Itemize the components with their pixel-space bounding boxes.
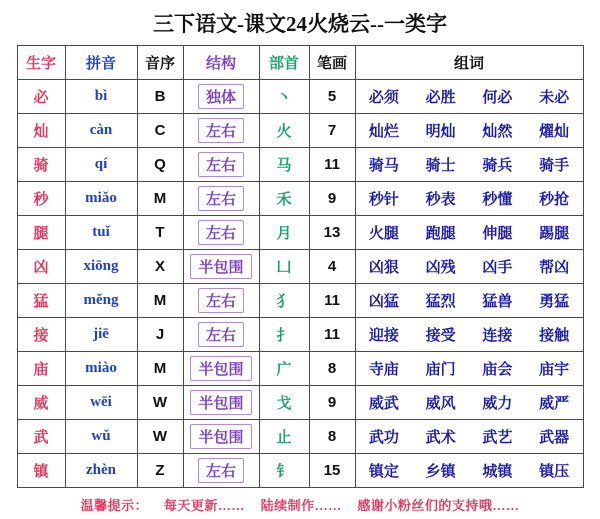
cell-shengzi: 威 bbox=[17, 386, 65, 420]
cell-yinxu: W bbox=[137, 386, 183, 420]
zuci-item: 必须 bbox=[368, 90, 399, 106]
zuci-item: 勇猛 bbox=[539, 294, 570, 310]
cell-yinxu: T bbox=[137, 216, 183, 250]
cell-shengzi: 灿 bbox=[17, 114, 65, 148]
cell-pinyin: miǎo bbox=[65, 182, 137, 216]
zuci-item: 庙宇 bbox=[539, 362, 570, 378]
zuci-list bbox=[356, 154, 583, 175]
cell-bushou: 戈 bbox=[259, 386, 309, 420]
column-header-bushou: 部首 bbox=[259, 46, 309, 80]
cell-jiegou bbox=[183, 386, 259, 420]
footer-item-0: 每天更新…… bbox=[163, 498, 245, 513]
zuci-item: 武功 bbox=[368, 430, 399, 446]
column-header-zuci: 组词 bbox=[355, 46, 583, 80]
column-header-shengzi: 生字 bbox=[17, 46, 65, 80]
jiegou-badge: 独体 bbox=[198, 84, 244, 109]
table-row bbox=[17, 318, 583, 352]
cell-yinxu: X bbox=[137, 250, 183, 284]
zuci-item: 威武 bbox=[368, 396, 399, 412]
footer-note bbox=[0, 495, 600, 514]
zuci-item: 秒抢 bbox=[539, 192, 570, 208]
cell-jiegou bbox=[183, 114, 259, 148]
cell-jiegou bbox=[183, 80, 259, 114]
cell-yinxu: M bbox=[137, 182, 183, 216]
table-row bbox=[17, 420, 583, 454]
cell-shengzi: 庙 bbox=[17, 352, 65, 386]
cell-bihua: 8 bbox=[309, 352, 355, 386]
table-row bbox=[17, 352, 583, 386]
zuci-item: 未必 bbox=[539, 90, 570, 106]
cell-bushou: 凵 bbox=[259, 250, 309, 284]
zuci-item: 明灿 bbox=[425, 124, 456, 140]
zuci-list bbox=[356, 256, 583, 277]
zuci-item: 帮凶 bbox=[539, 260, 570, 276]
zuci-item: 必胜 bbox=[425, 90, 456, 106]
zuci-item: 镇定 bbox=[368, 464, 399, 480]
cell-shengzi: 凶 bbox=[17, 250, 65, 284]
cell-pinyin: wǔ bbox=[65, 420, 137, 454]
zuci-item: 秒针 bbox=[368, 192, 399, 208]
cell-zuci bbox=[355, 250, 583, 284]
jiegou-badge: 左右 bbox=[198, 152, 244, 177]
column-header-yinxu: 音序 bbox=[137, 46, 183, 80]
zuci-item: 庙会 bbox=[482, 362, 513, 378]
zuci-list bbox=[356, 358, 583, 379]
cell-yinxu: M bbox=[137, 284, 183, 318]
cell-yinxu: C bbox=[137, 114, 183, 148]
cell-pinyin: wēi bbox=[65, 386, 137, 420]
zuci-item: 燿灿 bbox=[539, 124, 570, 140]
cell-shengzi: 武 bbox=[17, 420, 65, 454]
zuci-item: 武器 bbox=[539, 430, 570, 446]
cell-jiegou bbox=[183, 182, 259, 216]
cell-zuci bbox=[355, 80, 583, 114]
zuci-list bbox=[356, 426, 583, 447]
jiegou-badge: 左右 bbox=[198, 118, 244, 143]
zuci-item: 庙门 bbox=[425, 362, 456, 378]
zuci-list bbox=[356, 188, 583, 209]
zuci-item: 城镇 bbox=[482, 464, 513, 480]
cell-zuci bbox=[355, 420, 583, 454]
zuci-item: 骑兵 bbox=[482, 158, 513, 174]
jiegou-badge: 左右 bbox=[198, 322, 244, 347]
zuci-list bbox=[356, 460, 583, 481]
table-row bbox=[17, 148, 583, 182]
cell-yinxu: J bbox=[137, 318, 183, 352]
cell-zuci bbox=[355, 148, 583, 182]
zuci-list bbox=[356, 86, 583, 107]
cell-bihua: 8 bbox=[309, 420, 355, 454]
page-title: 三下语文-课文24火烧云--一类字 bbox=[153, 12, 447, 36]
cell-bihua: 11 bbox=[309, 318, 355, 352]
cell-pinyin: zhèn bbox=[65, 454, 137, 488]
cell-shengzi: 必 bbox=[17, 80, 65, 114]
jiegou-badge: 左右 bbox=[198, 458, 244, 483]
zuci-item: 跑腿 bbox=[425, 226, 456, 242]
cell-zuci bbox=[355, 352, 583, 386]
jiegou-badge: 半包围 bbox=[190, 390, 251, 415]
cell-pinyin: jiē bbox=[65, 318, 137, 352]
cell-yinxu: B bbox=[137, 80, 183, 114]
cell-bushou: 扌 bbox=[259, 318, 309, 352]
cell-pinyin: qí bbox=[65, 148, 137, 182]
jiegou-badge: 左右 bbox=[198, 220, 244, 245]
cell-jiegou bbox=[183, 284, 259, 318]
cell-yinxu: Q bbox=[137, 148, 183, 182]
zuci-item: 秒表 bbox=[425, 192, 456, 208]
cell-zuci bbox=[355, 454, 583, 488]
table-row bbox=[17, 216, 583, 250]
zuci-list bbox=[356, 222, 583, 243]
cell-zuci bbox=[355, 386, 583, 420]
cell-shengzi: 接 bbox=[17, 318, 65, 352]
header-row bbox=[17, 46, 583, 80]
cell-zuci bbox=[355, 318, 583, 352]
cell-pinyin: xiōng bbox=[65, 250, 137, 284]
cell-bihua: 15 bbox=[309, 454, 355, 488]
cell-bihua: 11 bbox=[309, 148, 355, 182]
cell-shengzi: 猛 bbox=[17, 284, 65, 318]
character-table bbox=[17, 45, 584, 488]
cell-bihua: 13 bbox=[309, 216, 355, 250]
zuci-item: 凶手 bbox=[482, 260, 513, 276]
cell-pinyin: bì bbox=[65, 80, 137, 114]
footer-prefix: 温馨提示： bbox=[80, 498, 149, 513]
cell-zuci bbox=[355, 182, 583, 216]
zuci-item: 凶猛 bbox=[368, 294, 399, 310]
cell-zuci bbox=[355, 216, 583, 250]
zuci-item: 灿烂 bbox=[368, 124, 399, 140]
zuci-item: 骑马 bbox=[368, 158, 399, 174]
cell-shengzi: 镇 bbox=[17, 454, 65, 488]
cell-bihua: 11 bbox=[309, 284, 355, 318]
cell-shengzi: 腿 bbox=[17, 216, 65, 250]
cell-jiegou bbox=[183, 318, 259, 352]
zuci-list bbox=[356, 392, 583, 413]
zuci-item: 威风 bbox=[425, 396, 456, 412]
cell-yinxu: M bbox=[137, 352, 183, 386]
table-header bbox=[17, 46, 583, 80]
cell-jiegou bbox=[183, 148, 259, 182]
table-body bbox=[17, 80, 583, 488]
zuci-item: 连接 bbox=[482, 328, 513, 344]
cell-pinyin: càn bbox=[65, 114, 137, 148]
cell-bushou: 广 bbox=[259, 352, 309, 386]
table-row bbox=[17, 114, 583, 148]
cell-bihua: 5 bbox=[309, 80, 355, 114]
cell-bihua: 7 bbox=[309, 114, 355, 148]
zuci-item: 武艺 bbox=[482, 430, 513, 446]
zuci-list bbox=[356, 324, 583, 345]
cell-bihua: 9 bbox=[309, 386, 355, 420]
cell-bihua: 4 bbox=[309, 250, 355, 284]
column-header-pinyin: 拼音 bbox=[65, 46, 137, 80]
jiegou-badge: 半包围 bbox=[190, 254, 251, 279]
zuci-item: 接受 bbox=[425, 328, 456, 344]
jiegou-badge: 左右 bbox=[198, 186, 244, 211]
zuci-item: 猛兽 bbox=[482, 294, 513, 310]
column-header-jiegou: 结构 bbox=[183, 46, 259, 80]
cell-jiegou bbox=[183, 352, 259, 386]
footer-item-1: 陆续制作…… bbox=[260, 498, 342, 513]
zuci-item: 骑士 bbox=[425, 158, 456, 174]
cell-bushou: 止 bbox=[259, 420, 309, 454]
zuci-item: 灿然 bbox=[482, 124, 513, 140]
column-header-bihua: 笔画 bbox=[309, 46, 355, 80]
cell-yinxu: W bbox=[137, 420, 183, 454]
cell-bushou: 丶 bbox=[259, 80, 309, 114]
zuci-item: 乡镇 bbox=[425, 464, 456, 480]
table-row bbox=[17, 182, 583, 216]
table-row bbox=[17, 284, 583, 318]
cell-jiegou bbox=[183, 216, 259, 250]
table-row bbox=[17, 80, 583, 114]
footer-item-2: 感谢小粉丝们的支持哦…… bbox=[357, 498, 520, 513]
table-row bbox=[17, 454, 583, 488]
zuci-item: 骑手 bbox=[539, 158, 570, 174]
cell-bushou: 犭 bbox=[259, 284, 309, 318]
jiegou-badge: 半包围 bbox=[190, 424, 251, 449]
zuci-item: 迎接 bbox=[368, 328, 399, 344]
zuci-item: 凶狠 bbox=[368, 260, 399, 276]
cell-pinyin: měng bbox=[65, 284, 137, 318]
jiegou-badge: 半包围 bbox=[190, 356, 251, 381]
zuci-item: 凶残 bbox=[425, 260, 456, 276]
cell-pinyin: miào bbox=[65, 352, 137, 386]
cell-jiegou bbox=[183, 250, 259, 284]
table-row bbox=[17, 250, 583, 284]
zuci-item: 接触 bbox=[539, 328, 570, 344]
cell-shengzi: 骑 bbox=[17, 148, 65, 182]
cell-pinyin: tuǐ bbox=[65, 216, 137, 250]
cell-jiegou bbox=[183, 454, 259, 488]
cell-shengzi: 秒 bbox=[17, 182, 65, 216]
cell-zuci bbox=[355, 284, 583, 318]
cell-zuci bbox=[355, 114, 583, 148]
cell-bihua: 9 bbox=[309, 182, 355, 216]
zuci-item: 何必 bbox=[482, 90, 513, 106]
zuci-item: 镇压 bbox=[539, 464, 570, 480]
zuci-item: 武术 bbox=[425, 430, 456, 446]
cell-jiegou bbox=[183, 420, 259, 454]
cell-yinxu: Z bbox=[137, 454, 183, 488]
zuci-item: 秒懂 bbox=[482, 192, 513, 208]
cell-bushou: 火 bbox=[259, 114, 309, 148]
cell-bushou: 钅 bbox=[259, 454, 309, 488]
cell-bushou: 禾 bbox=[259, 182, 309, 216]
cell-bushou: 月 bbox=[259, 216, 309, 250]
table-row bbox=[17, 386, 583, 420]
cell-bushou: 马 bbox=[259, 148, 309, 182]
jiegou-badge: 左右 bbox=[198, 288, 244, 313]
zuci-list bbox=[356, 290, 583, 311]
zuci-item: 踢腿 bbox=[539, 226, 570, 242]
zuci-item: 伸腿 bbox=[482, 226, 513, 242]
zuci-item: 威力 bbox=[482, 396, 513, 412]
zuci-item: 火腿 bbox=[368, 226, 399, 242]
zuci-item: 寺庙 bbox=[368, 362, 399, 378]
zuci-item: 威严 bbox=[539, 396, 570, 412]
zuci-list bbox=[356, 120, 583, 141]
zuci-item: 猛烈 bbox=[425, 294, 456, 310]
